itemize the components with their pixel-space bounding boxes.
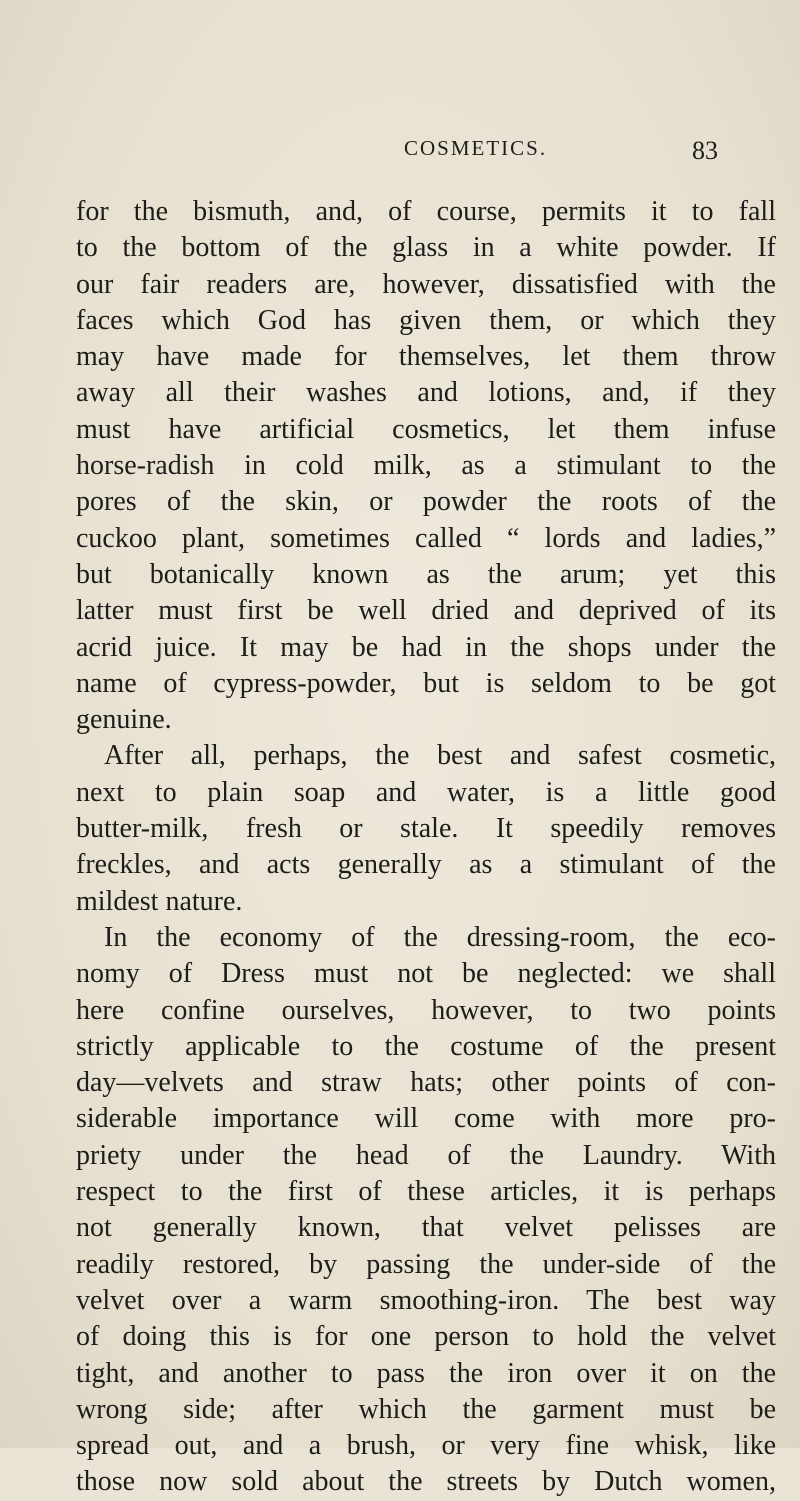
text-line: name of cypress-powder, but is seldom to be got <box>76 667 776 699</box>
text-line: strictly applicable to the costume of the present <box>76 1030 776 1062</box>
text-line: cuckoo plant, sometimes called “ lords and ladies,” <box>76 522 776 554</box>
text-line: butter-milk, fresh or stale. It speedily removes <box>76 813 776 845</box>
text-line: siderable importance will come with more pro- <box>76 1103 776 1135</box>
text-line: those now sold about the streets by Dutch women, <box>76 1466 776 1498</box>
text-line: faces which God has given them, or which they <box>76 304 776 336</box>
running-head-title: COSMETICS. <box>404 136 548 160</box>
text-line: away all their washes and lotions, and, if they <box>76 377 776 409</box>
text-line: must have artificial cosmetics, let them infuse <box>76 413 776 445</box>
text-line: not generally known, that velvet pelisses are <box>76 1212 776 1244</box>
text-line: After all, perhaps, the best and safest cosmetic, <box>104 740 776 772</box>
text-line: pores of the skin, or powder the roots of the <box>76 486 776 518</box>
text-line: respect to the first of these articles, it is perhaps <box>76 1176 776 1208</box>
text-line: tight, and another to pass the iron over it on the <box>76 1357 776 1389</box>
text-line: our fair readers are, however, dissatisfied with the <box>76 268 776 300</box>
text-line: of doing this is for one person to hold the velvet <box>76 1321 776 1353</box>
text-line: priety under the head of the Laundry. With <box>76 1139 776 1171</box>
text-line: day—velvets and straw hats; other points of con- <box>76 1067 776 1099</box>
text-line: velvet over a warm smoothing-iron. The best way <box>76 1284 776 1316</box>
text-line: latter must first be well dried and deprived of its <box>76 595 776 627</box>
text-line: readily restored, by passing the under-side of the <box>76 1248 776 1280</box>
running-head <box>78 136 778 176</box>
text-line: for the bismuth, and, of course, permits it to fall <box>76 196 776 227</box>
text-line: but botanically known as the arum; yet this <box>76 558 776 590</box>
text-line: freckles, and acts generally as a stimulant of the <box>76 849 776 881</box>
text-line: next to plain soap and water, is a little good <box>76 776 776 808</box>
text-line: here confine ourselves, however, to two points <box>76 994 776 1026</box>
text-line: nomy of Dress must not be neglected: we shall <box>76 958 776 990</box>
text-line: mildest nature. <box>76 885 243 917</box>
text-line: acrid juice. It may be had in the shops under the <box>76 631 776 663</box>
page-number: 83 <box>692 136 718 165</box>
body-text <box>76 194 776 1501</box>
text-line: horse-radish in cold milk, as a stimulant to the <box>76 450 776 482</box>
text-line: may have made for themselves, let them throw <box>76 341 776 373</box>
text-line: spread out, and a brush, or very fine whisk, like <box>76 1430 776 1462</box>
text-line: to the bottom of the glass in a white powder. If <box>76 232 776 264</box>
text-line: genuine. <box>76 704 172 736</box>
text-line: In the economy of the dressing-room, the eco- <box>104 921 776 953</box>
text-line: wrong side; after which the garment must be <box>76 1393 776 1425</box>
